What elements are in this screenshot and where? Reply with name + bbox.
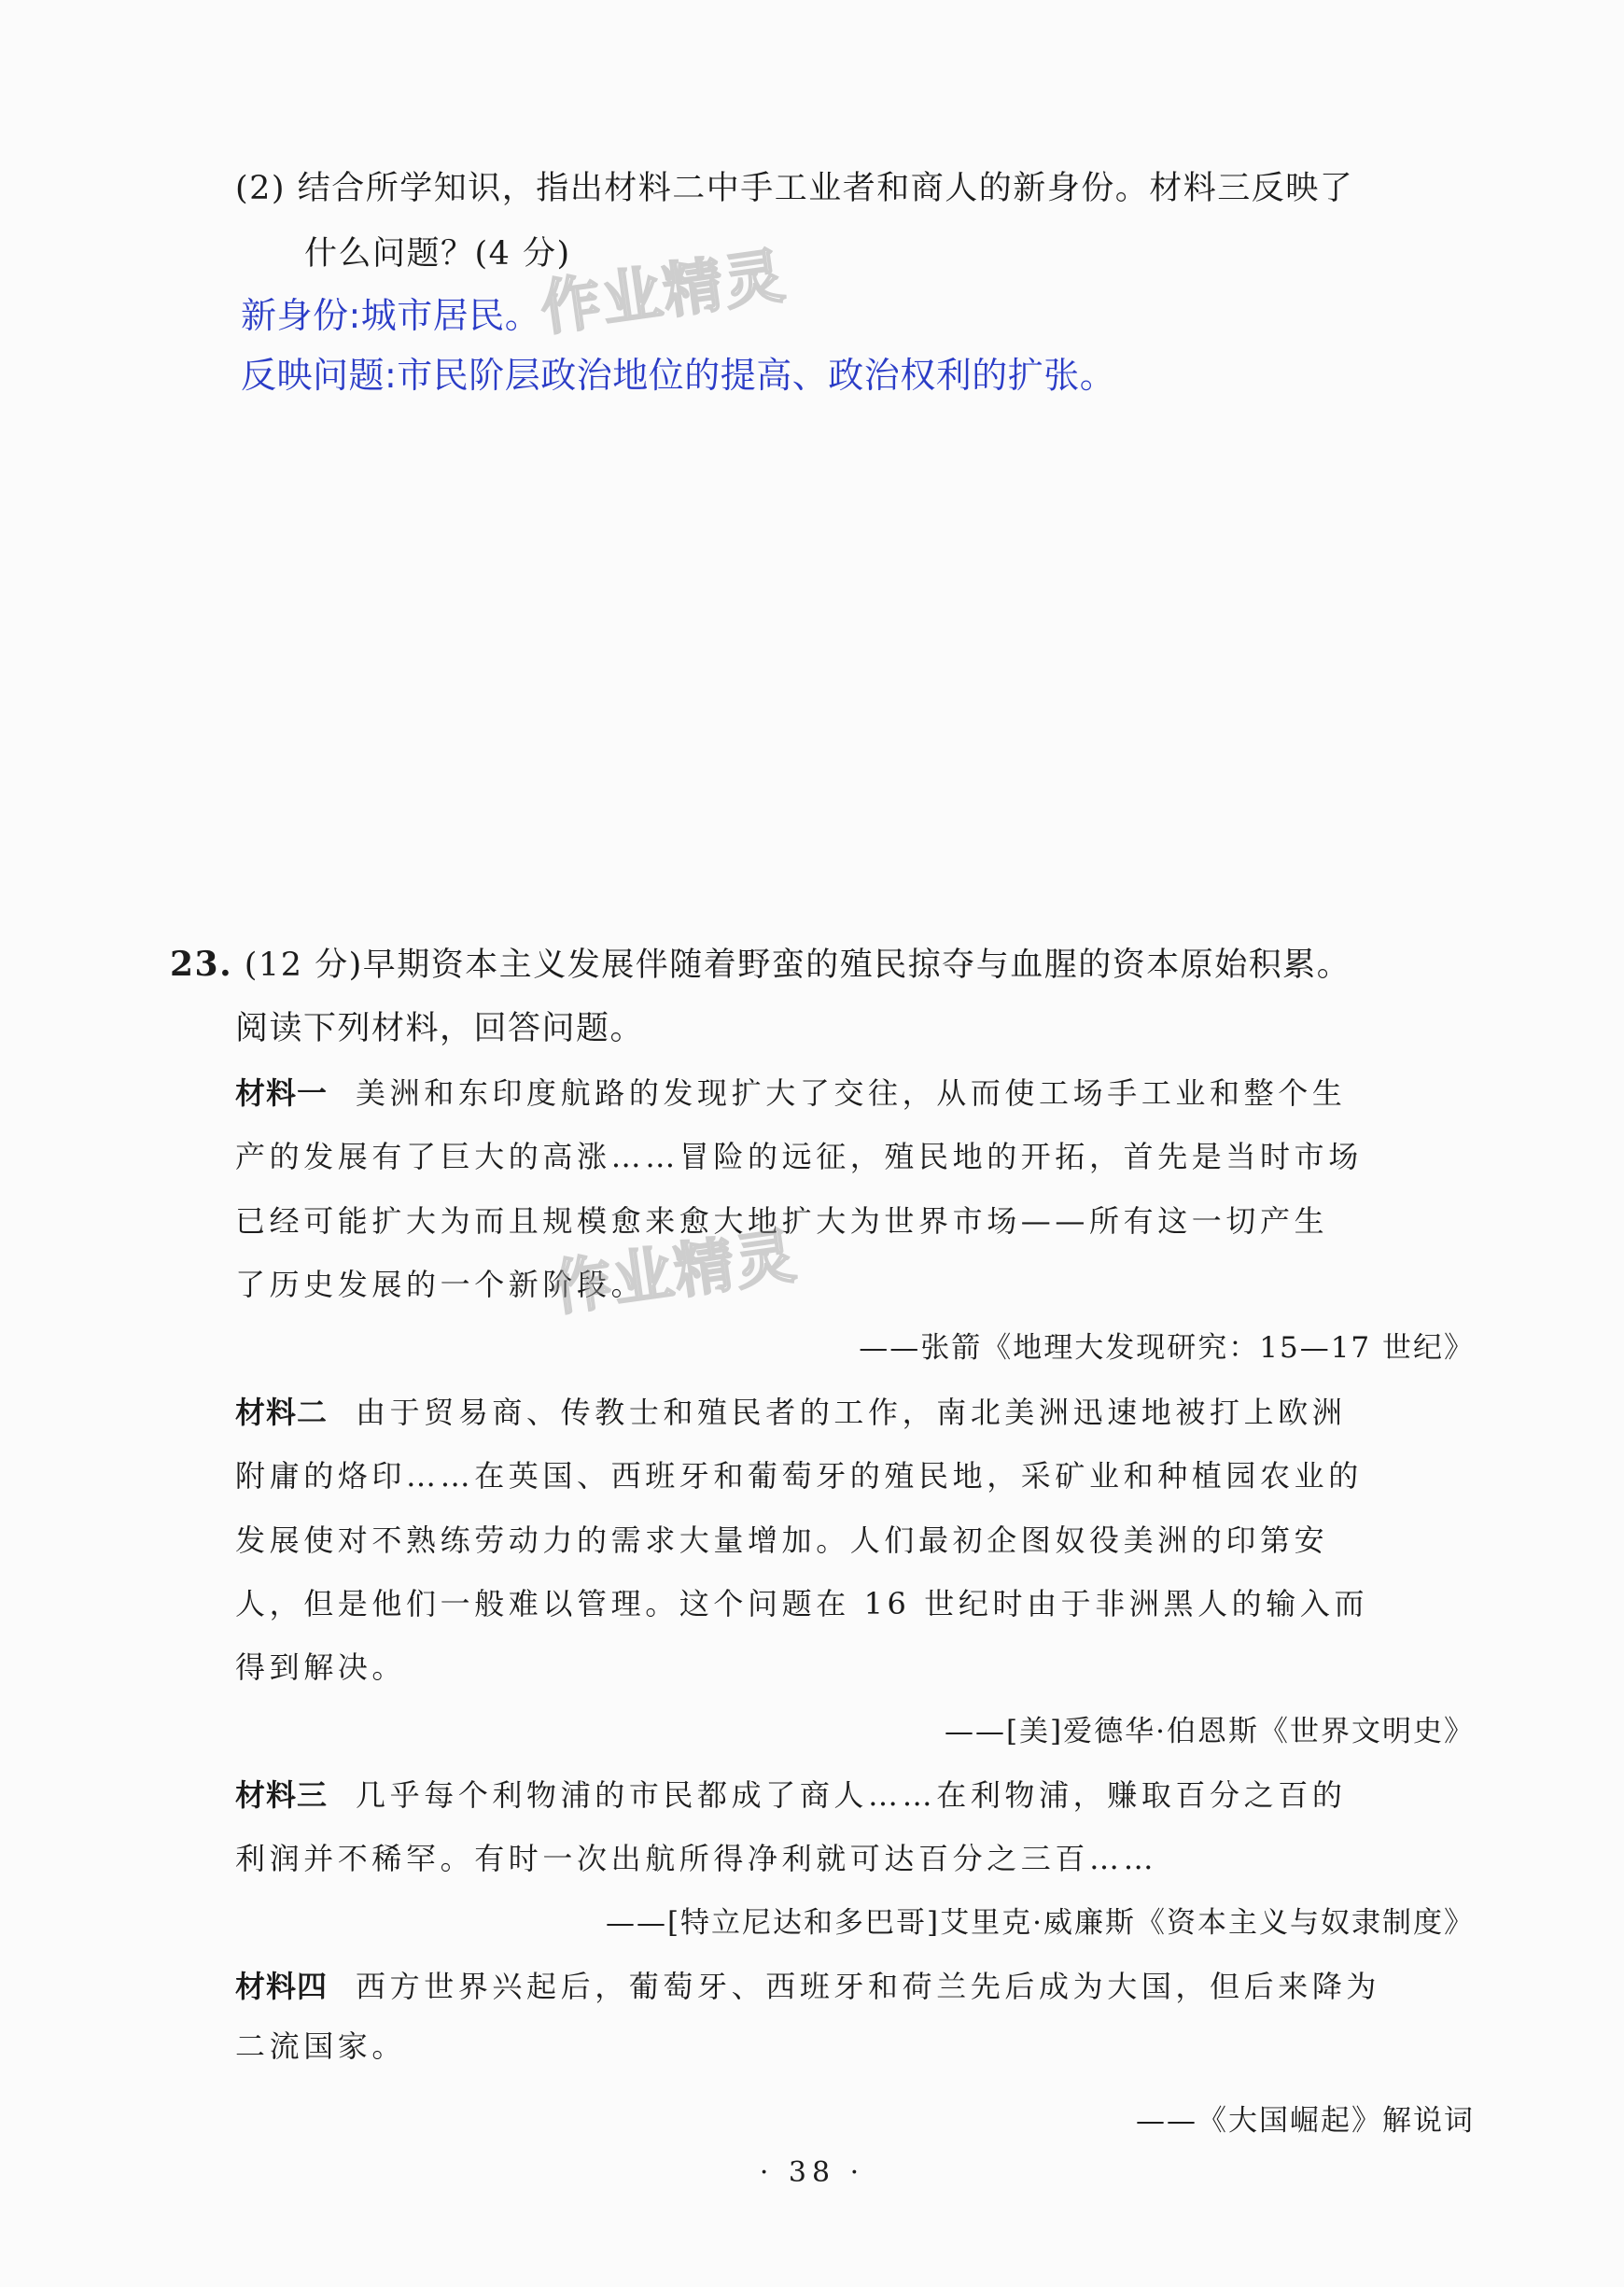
material-4-line-1 [235, 1963, 1380, 2010]
question-23-intro-text: (12 分)早期资本主义发展伴随着野蛮的殖民掠夺与血腥的资本原始积累。 [244, 947, 1351, 984]
material-3-line-1 [235, 1772, 1346, 1818]
question-number: 23. [170, 945, 233, 984]
material-2-line-4: 人，但是他们一般难以管理。这个问题在 16 世纪时由于非洲黑人的输入而 [235, 1586, 1369, 1621]
material-2-line-5: 得到解决。 [235, 1649, 407, 1685]
material-1-label: 材料一 [235, 1075, 329, 1111]
material-2-source: ——[美]爱德华·伯恩斯《世界文明史》 [944, 1715, 1475, 1748]
material-2-line-3: 发展使对不熟练劳动力的需求大量增加。人们最初企图奴役美洲的印第安 [235, 1522, 1329, 1558]
material-3-line-2: 利润并不稀罕。有时一次出航所得净利就可达百分之三百…… [235, 1841, 1158, 1876]
material-4-label: 材料四 [235, 1969, 329, 2004]
material-2-label: 材料二 [235, 1395, 329, 1430]
material-1-line-4: 了历史发展的一个新阶段。 [235, 1267, 646, 1302]
material-3-label: 材料三 [235, 1777, 329, 1813]
material-1-line-3: 已经可能扩大为而且规模愈来愈大地扩大为世界市场——所有这一切产生 [235, 1203, 1329, 1239]
watermark-logo-2: 作业精灵 [547, 1221, 802, 1325]
material-3-source: ——[特立尼达和多巴哥]艾里克·威廉斯《资本主义与奴隶制度》 [605, 1906, 1475, 1940]
material-2-line-1 [235, 1389, 1346, 1436]
material-1-source: ——张箭《地理大发现研究：15—17 世纪》 [859, 1331, 1475, 1365]
material-1-text: 美洲和东印度航路的发现扩大了交往，从而使工场手工业和整个生 [356, 1075, 1347, 1111]
question-23-intro-line-1 [170, 941, 1351, 989]
answer-line-1: 新身份:城市居民。 [241, 295, 541, 336]
material-3-text: 几乎每个利物浦的市民都成了商人……在利物浦，赚取百分之百的 [356, 1777, 1347, 1813]
material-4-text: 西方世界兴起后，葡萄牙、西班牙和荷兰先后成为大国，但后来降为 [356, 1969, 1381, 2004]
answer-line-2: 反映问题:市民阶层政治地位的提高、政治权利的扩张。 [241, 355, 1116, 396]
material-1-line-1 [235, 1070, 1346, 1116]
material-2-text: 由于贸易商、传教士和殖民者的工作，南北美洲迅速地被打上欧洲 [356, 1395, 1347, 1430]
question-22-2-line-2: 什么问题？(4 分) [304, 235, 571, 273]
material-1-line-2: 产的发展有了巨大的高涨……冒险的远征，殖民地的开拓，首先是当时市场 [235, 1139, 1363, 1174]
material-4-line-2: 二流国家。 [235, 2028, 407, 2064]
question-23-intro-line-2: 阅读下列材料，回答问题。 [235, 1010, 645, 1047]
page-number: · 38 · [759, 2156, 865, 2189]
material-2-line-2: 附庸的烙印……在英国、西班牙和葡萄牙的殖民地，采矿业和种植园农业的 [235, 1458, 1363, 1494]
material-4-source: ——《大国崛起》解说词 [1136, 2104, 1475, 2138]
watermark-logo: 作业精灵 [536, 241, 791, 344]
question-22-2-line-1: (2) 结合所学知识，指出材料二中手工业者和商人的新身份。材料三反映了 [235, 170, 1354, 207]
